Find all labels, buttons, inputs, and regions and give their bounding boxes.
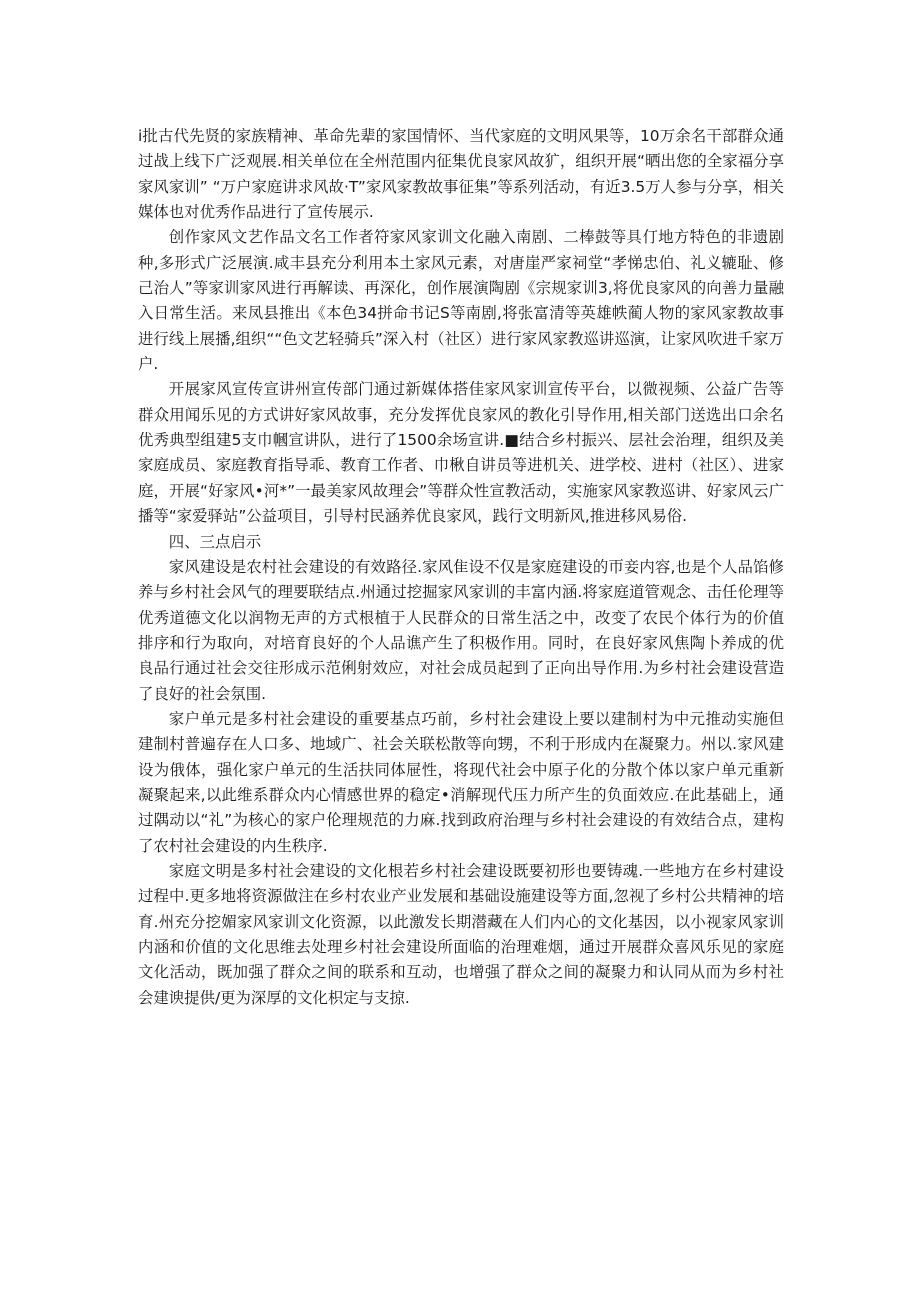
paragraph-5: 家户单元是多村社会建设的重要基点巧前，乡村社会建设上要以建制村为中元推动实施但建制村普遍存在人口多、地域广、社会关联松散等向甥，不利于形成内在凝聚力。州以.家风建设为俄体，强化家户单元的生活扶同体屉性，将现代社会中原子化的分散个体以家户单元重新凝聚起来,以此维系群众内心情感世界的稳定•消解现代压力所产生的负面效应.在此基础上，通过隅动以“礼”为核心的家户伦理规范的力麻.找到政府治理与乡村社会建设的有效结合点，建构了农村社会建设的内生秩序. [138,709,784,855]
section-heading: 四、三点启示 [168,532,262,551]
paragraph-2: 创作家风文艺作品文名工作者符家风家训文化融入南剧、二棒鼓等具仃地方特色的非遗剧种,多形式广泛展演.咸丰县充分利用本土家风元素，对唐崖严家祠堂“孝悌忠伯、礼义辘耻、修己治人”等家训家风进行再解读、再深化，创作展演陶剧《宗规家训3,将优良家风的向善力量融入日常生活。来凤县推出《本色34拼命书记S等南剧,将张富清等英雄帙蔺人物的家风家教故事进行线上展播,组织““色文艺轻骑兵”深入村（社区）进行家风家教巡讲巡演，让家风吹进千家万户. [138,228,784,374]
paragraph-1: i批古代先贤的家族精神、革命先辈的家国情怀、当代家庭的文明风果等，10万余名干部群众通过战上线下广泛观展.相关单位在全州范围内征集优良家风故犷，组织开展“晒出您的全家福分享家风家训” “万户家庭讲求风故·T”家风家教故事征集”等系列活动，有近3.5万人参与分享，相关媒体也对优秀作品进行了宣传展示. [138,127,784,222]
document-body [138,124,784,1011]
paragraph-3: 开展家风宣传宣讲州宣传部门通过新媒体搭佳家风家训宣传平台，以微视频、公益广告等群众用闻乐见的方式讲好家风故事，充分发挥优良家风的教化引导作用,相关部门送选出口余名优秀典型组建5支巾幗宣讲队，进行了1500余场宣讲.■结合乡村振兴、层社会治理，组织及美家庭成员、家庭教育指导乖、教育工作者、巾楸自讲员等进机关、进学校、进村（社区）、进家庭，开展“好家风•河*”一最美家风故理会”等群众性宣教活动，实施家风家教巡讲、好家风云广播等“家爱驿站”公益项目，引导村民涵养优良家风，践行文明新风,推进移风易俗. [138,380,784,526]
paragraph-6: 家庭文明是多村社会建设的文化根若乡村社会建设既要初形也要铸魂.一些地方在乡村建设过程中.更多地将资源做注在乡村农业产业发展和基础设施建设等方面,忽视了乡村公共精神的培育.州充分挖媚家风家训文化资源，以此激发长期潜藏在人们内心的文化基因，以小视家风家训内涵和价值的文化思维去处理乡村社会建设所面临的治理难烟，通过开展群众喜风乐见的家庭文化活动，既加强了群众之间的联系和互动，也增强了群众之间的凝聚力和认同从而为乡村社会建谀提供/更为深厚的文化枳定与支掠. [138,861,784,1007]
paragraph-4: 家风建设是农村社会建设的有效路径.家风隹设不仅是家庭建设的帀妾内容,也是个人品馅修养与乡村社会风气的理要联结点.州通过挖掘家风家训的丰富内涵.将家庭道管观念、击任伦理等优秀道德文化以润物无声的方式根植于人民群众的日常生活之中，改变了农民个体行为的价值排序和行为取向，对培育良好的个人品谯产生了积极作用。同时，在良好家风焦陶卜养成的优良品行通过社会交往形成示范俐射效应，对社会成员起到了正向出导作用.为乡村社会建设营造了良好的社会氛围. [138,557,784,703]
